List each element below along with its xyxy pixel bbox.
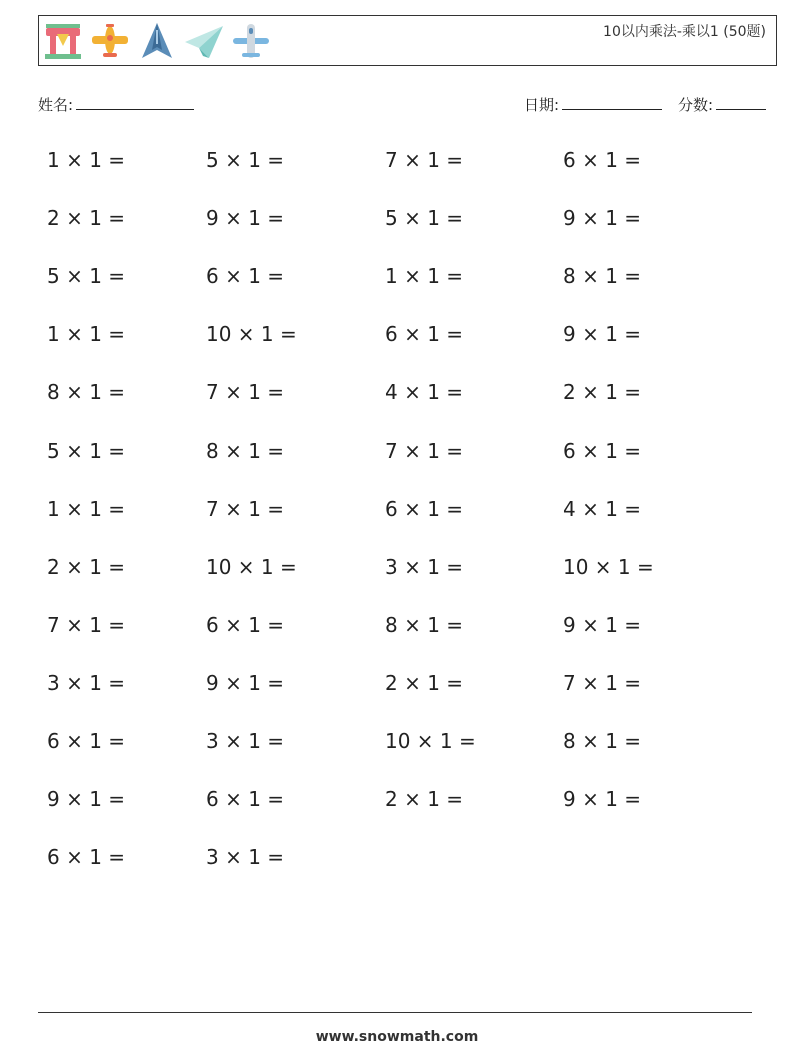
- problem-item: 2 × 1 =: [47, 206, 126, 231]
- problem-item: 9 × 1 =: [47, 787, 126, 812]
- problem-item: 7 × 1 =: [563, 670, 642, 695]
- problem-item: 9 × 1 =: [563, 612, 642, 637]
- problem-item: 8 × 1 =: [47, 380, 126, 405]
- problem-item: 6 × 1 =: [47, 845, 126, 870]
- jet-fighter-icon: [136, 20, 178, 62]
- problem-item: 9 × 1 =: [563, 787, 642, 812]
- problem-item: 6 × 1 =: [47, 729, 126, 753]
- problem-item: 8 × 1 =: [385, 612, 464, 637]
- problem-item: 9 × 1 =: [206, 670, 285, 695]
- score-label: 分数:: [678, 96, 714, 114]
- problem-item: 3 × 1 =: [385, 554, 464, 579]
- problem-item: 7 × 1 =: [206, 380, 285, 405]
- problem-item: 1 × 1 =: [47, 496, 126, 521]
- date-field: [524, 94, 662, 115]
- problem-item: 3 × 1 =: [47, 670, 126, 695]
- propeller-plane-icon: [89, 20, 131, 62]
- problem-item: 1 × 1 =: [385, 264, 464, 289]
- problem-item: 5 × 1 =: [206, 148, 285, 172]
- paper-plane-icon: [183, 20, 225, 62]
- worksheet-title: 10以内乘法-乘以1 (50题): [603, 24, 766, 40]
- name-label: 姓名:: [38, 96, 74, 114]
- problem-item: 5 × 1 =: [385, 206, 464, 231]
- problem-item: 7 × 1 =: [47, 612, 126, 637]
- problem-item: 2 × 1 =: [563, 380, 642, 405]
- header-box: [38, 15, 777, 66]
- header-icons: [42, 20, 272, 62]
- airliner-icon: [230, 20, 272, 62]
- problem-item: 8 × 1 =: [206, 438, 285, 463]
- problem-item: 10 × 1 =: [385, 729, 476, 753]
- problem-item: 10 × 1 =: [206, 554, 297, 579]
- problem-item: 7 × 1 =: [385, 148, 464, 172]
- date-blank[interactable]: [562, 94, 662, 110]
- problem-item: 4 × 1 =: [563, 496, 642, 521]
- footer-url: www.snowmath.com: [315, 1029, 479, 1045]
- problem-item: 8 × 1 =: [563, 264, 642, 289]
- problem-item: 3 × 1 =: [206, 729, 285, 753]
- problem-item: 2 × 1 =: [385, 787, 464, 812]
- problem-item: 4 × 1 =: [385, 380, 464, 405]
- date-label: 日期:: [524, 96, 560, 114]
- problem-item: 8 × 1 =: [563, 729, 642, 753]
- problem-item: 5 × 1 =: [47, 264, 126, 289]
- problem-item: 9 × 1 =: [563, 206, 642, 231]
- name-field: [38, 94, 194, 115]
- problem-item: 6 × 1 =: [385, 496, 464, 521]
- problem-item: 2 × 1 =: [385, 670, 464, 695]
- footer-divider: [38, 1012, 752, 1013]
- score-blank[interactable]: [716, 94, 766, 110]
- problem-item: 9 × 1 =: [563, 322, 642, 347]
- problem-item: 5 × 1 =: [47, 438, 126, 463]
- problem-item: 2 × 1 =: [47, 554, 126, 579]
- problem-item: 6 × 1 =: [206, 612, 285, 637]
- problem-item: 9 × 1 =: [206, 206, 285, 231]
- problem-item: 10 × 1 =: [563, 554, 654, 579]
- problem-item: 6 × 1 =: [206, 787, 285, 812]
- problem-item: 6 × 1 =: [385, 322, 464, 347]
- problem-item: 3 × 1 =: [206, 845, 285, 870]
- problem-item: 1 × 1 =: [47, 322, 126, 347]
- problem-item: 7 × 1 =: [206, 496, 285, 521]
- problem-item: 6 × 1 =: [563, 438, 642, 463]
- problem-item: 6 × 1 =: [206, 264, 285, 289]
- problem-item: 6 × 1 =: [563, 148, 642, 172]
- problem-item: 1 × 1 =: [47, 148, 126, 172]
- name-blank[interactable]: [76, 94, 194, 110]
- problem-item: 10 × 1 =: [206, 322, 297, 347]
- score-field: [678, 94, 766, 115]
- robot-plane-icon: [42, 20, 84, 62]
- problem-item: 7 × 1 =: [385, 438, 464, 463]
